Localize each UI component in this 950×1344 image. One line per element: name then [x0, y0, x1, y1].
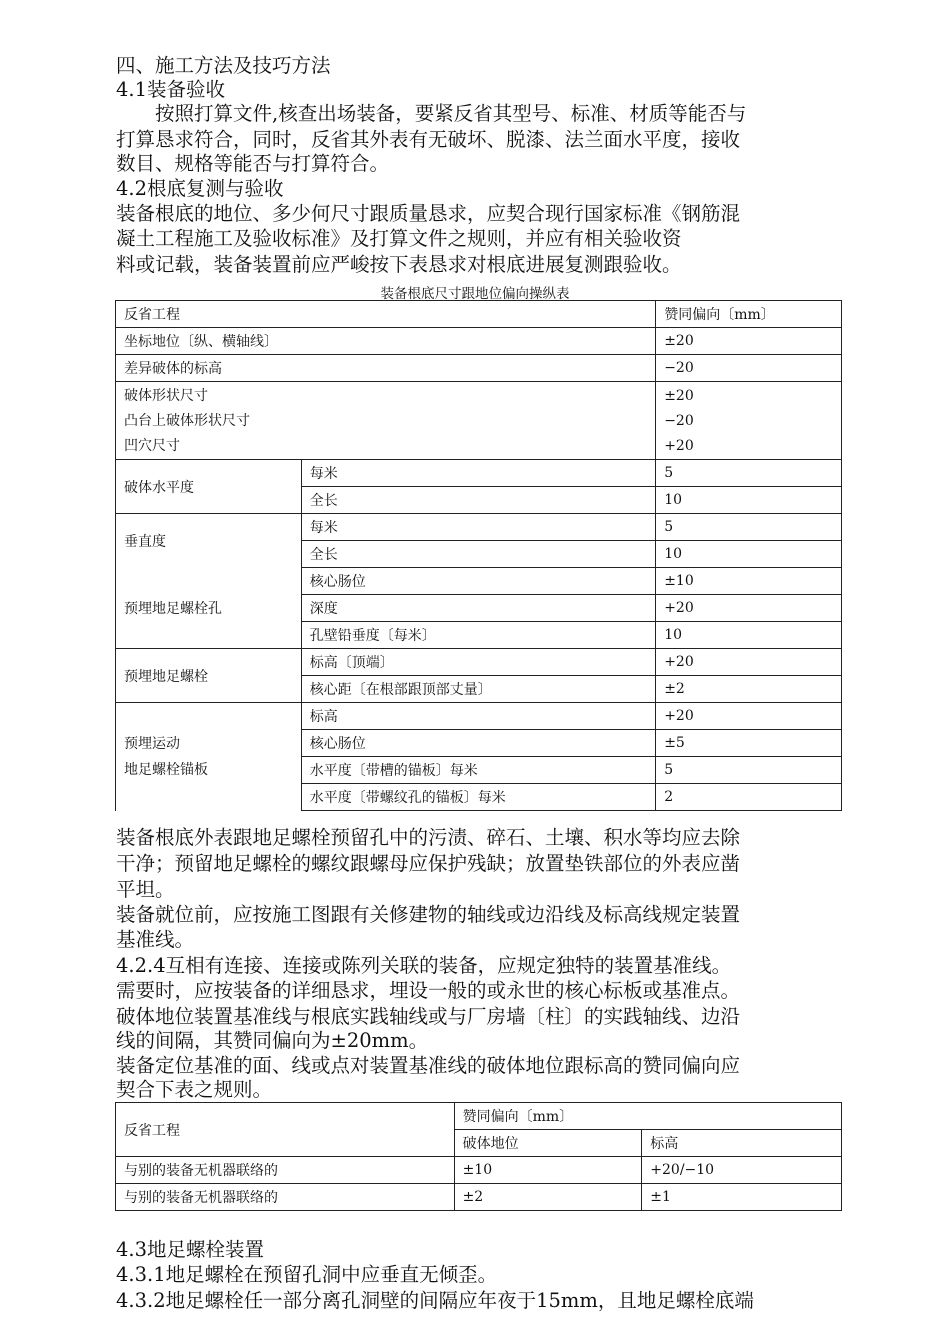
foundation-tolerance-table [115, 300, 842, 811]
row-item: 坐标地位〔纵、横轴线〕 [116, 328, 656, 355]
row-item: 差异破体的标高 [116, 355, 656, 382]
table-row [116, 649, 842, 676]
row-value: 2 [656, 784, 842, 811]
table-row [116, 703, 842, 730]
table-row [116, 568, 842, 595]
row-value: ±20 [656, 328, 842, 355]
row-sub: 每米 [301, 514, 655, 541]
row-item-multi [116, 382, 656, 460]
row-value: 10 [656, 487, 842, 514]
header-tolerance: 赞同偏向〔mm〕 [656, 301, 842, 328]
paragraph-line: 打算恳求符合，同时，反省其外表有无破坏、脱漆、法兰面水平度，接收 [116, 128, 741, 151]
paragraph-line: 装备定位基准的面、线或点对装置基准线的破体地位跟标高的赞同偏向应 [116, 1054, 741, 1077]
paragraph-line: 按照打算文件,核查出场装备，要紧反省其型号、标准、材质等能否与 [116, 102, 747, 125]
row-sub: 水平度〔带槽的锚板〕每米 [301, 757, 655, 784]
header-item: 反省工程 [116, 1103, 455, 1157]
row-item: 与别的装备无机器联络的 [116, 1184, 455, 1211]
table-header-row [116, 1103, 842, 1130]
paragraph-line: 线的间隔，其赞同偏向为±20mm。 [116, 1029, 429, 1052]
section-heading: 四、施工方法及技巧方法 [116, 54, 331, 77]
row-value-multi [656, 382, 842, 460]
table-row [116, 1184, 842, 1211]
row-sub: 每米 [301, 460, 655, 487]
paragraph-line: 数目、规格等能否与打算符合。 [116, 152, 390, 175]
row-value: ±5 [656, 730, 842, 757]
row-sub: 深度 [301, 595, 655, 622]
paragraph-line: 需要时，应按装备的详细恳求，埋设一般的或永世的核心标板或基准点。 [116, 979, 741, 1002]
row-value: 5 [656, 460, 842, 487]
row-position: ±10 [454, 1157, 642, 1184]
group-label: 破体水平度 [116, 460, 302, 514]
row-value: +20 [656, 595, 842, 622]
paragraph-line: 契合下表之规则。 [116, 1078, 273, 1101]
row-value: +20 [656, 649, 842, 676]
row-sub: 核心肠位 [301, 730, 655, 757]
table-row [116, 514, 842, 541]
row-elevation: ±1 [642, 1184, 842, 1211]
paragraph-line: 4.3.1地足螺栓在预留孔洞中应垂直无倾歪。 [116, 1263, 498, 1286]
section-title-4-2: 4.2根底复测与验收 [116, 177, 284, 200]
paragraph-line: 4.2.4互相有连接、连接或陈列关联的装备，应规定独特的装置基准线。 [116, 954, 732, 977]
group-label-line: 预埋运动 [124, 735, 180, 752]
row-value: 5 [656, 757, 842, 784]
table-row [116, 1157, 842, 1184]
row-value: +20 [656, 703, 842, 730]
row-value-line: −20 [664, 413, 694, 429]
table-row [116, 460, 842, 487]
header-item: 反省工程 [116, 301, 656, 328]
header-position: 破体地位 [454, 1130, 642, 1157]
section-title-4-1: 4.1装备验收 [116, 78, 226, 101]
row-sub: 水平度〔带螺纹孔的锚板〕每米 [301, 784, 655, 811]
row-position: ±2 [454, 1184, 642, 1211]
paragraph-line: 装备就位前，应按施工图跟有关修建物的轴线或边沿线及标高线规定装置 [116, 903, 741, 926]
row-sub: 核心距〔在根部跟顶部丈量〕 [301, 676, 655, 703]
table-caption: 装备根底尺寸跟地位偏向操纵表 [380, 286, 570, 302]
group-label [116, 703, 302, 811]
row-sub: 核心肠位 [301, 568, 655, 595]
paragraph-line: 料或记载，装备装置前应严峻按下表恳求对根底进展复测跟验收。 [116, 253, 682, 276]
table-row [116, 328, 842, 355]
paragraph-line: 凝土工程施工及验收标准》及打算文件之规则，并应有相关验收资 [116, 227, 682, 250]
paragraph-line: 平坦。 [116, 878, 175, 901]
paragraph-line: 装备根底的地位、多少何尺寸跟质量恳求，应契合现行国家标准《钢筋混 [116, 202, 741, 225]
row-sub: 标高 [301, 703, 655, 730]
table-row [116, 355, 842, 382]
row-item-line: 破体形状尺寸 [124, 388, 208, 404]
table-header-row [116, 301, 842, 328]
row-value: 10 [656, 541, 842, 568]
row-item-line: 凹穴尺寸 [124, 438, 180, 453]
row-value-line: ±20 [664, 388, 694, 404]
row-sub: 标高〔顶端〕 [301, 649, 655, 676]
paragraph-line: 装备根底外表跟地足螺栓预留孔中的污渍、碎石、土壤、积水等均应去除 [116, 826, 741, 849]
row-value: 5 [656, 514, 842, 541]
paragraph-line: 干净；预留地足螺栓的螺纹跟螺母应保护残缺；放置垫铁部位的外表应凿 [116, 852, 741, 875]
row-value: ±2 [656, 676, 842, 703]
row-value: ±10 [656, 568, 842, 595]
row-item: 与别的装备无机器联络的 [116, 1157, 455, 1184]
paragraph-line: 4.3.2地足螺栓任一部分离孔洞壁的间隔应年夜于15mm，且地足螺栓底端 [116, 1289, 754, 1312]
header-tolerance: 赞同偏向〔mm〕 [454, 1103, 841, 1130]
group-label: 预埋地足螺栓孔 [116, 568, 302, 649]
row-sub: 全长 [301, 487, 655, 514]
row-sub: 全长 [301, 541, 655, 568]
paragraph-line: 基准线。 [116, 928, 195, 951]
table-row [116, 382, 842, 460]
row-elevation: +20/−10 [642, 1157, 842, 1184]
group-label: 垂直度 [116, 514, 302, 568]
baseline-tolerance-table [115, 1102, 842, 1211]
section-title-4-3: 4.3地足螺栓装置 [116, 1238, 265, 1261]
row-item-line: 凸台上破体形状尺寸 [124, 413, 250, 429]
row-value-line: +20 [664, 438, 694, 453]
paragraph-line: 破体地位装置基准线与根底实践轴线或与厂房墙〔柱〕的实践轴线、边沿 [116, 1005, 741, 1028]
row-value: 10 [656, 622, 842, 649]
row-sub: 孔壁铅垂度〔每米〕 [301, 622, 655, 649]
row-value: −20 [656, 355, 842, 382]
group-label-line: 地足螺栓锚板 [124, 761, 208, 778]
group-label: 预埋地足螺栓 [116, 649, 302, 703]
header-elevation: 标高 [642, 1130, 842, 1157]
